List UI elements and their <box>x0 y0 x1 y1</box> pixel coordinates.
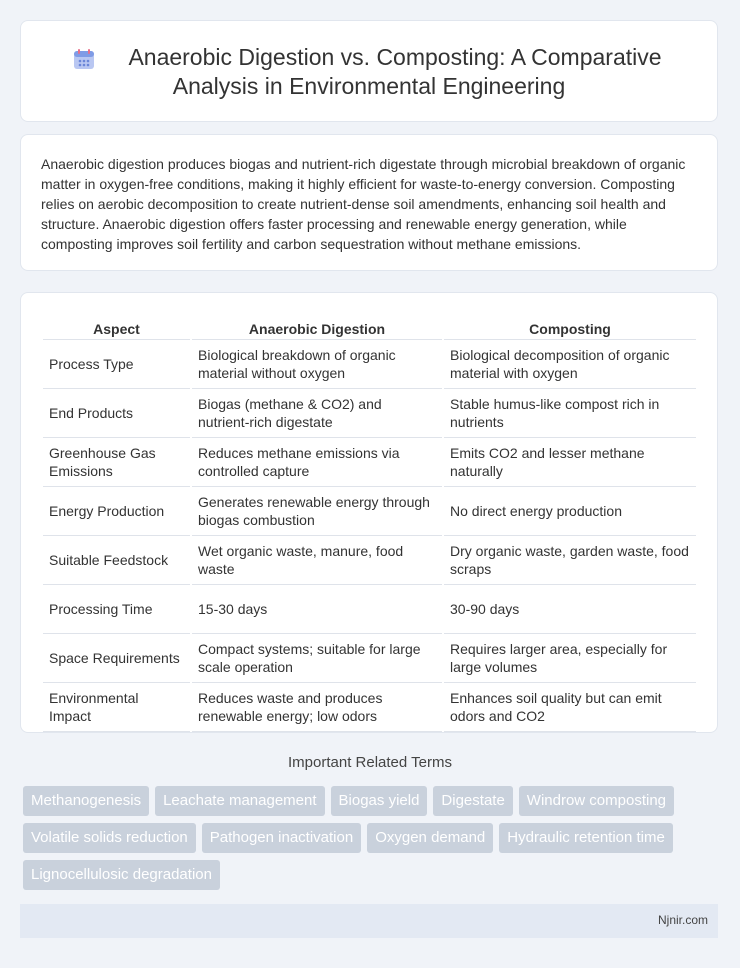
related-term-tag[interactable]: Methanogenesis <box>23 786 149 816</box>
cell-composting: Emits CO2 and lesser methane naturally <box>444 438 696 487</box>
cell-anaerobic-digestion: 15-30 days <box>192 585 442 634</box>
table-row <box>43 389 696 438</box>
related-term-tag[interactable]: Windrow composting <box>519 786 674 816</box>
cell-aspect: Space Requirements <box>43 634 190 683</box>
cell-anaerobic-digestion: Biogas (methane & CO2) and nutrient-rich digestate <box>192 389 442 438</box>
cell-composting: No direct energy production <box>444 487 696 536</box>
related-terms-list <box>23 786 723 890</box>
cell-aspect: Suitable Feedstock <box>43 536 190 585</box>
table-row <box>43 634 696 683</box>
title-card <box>20 20 718 122</box>
header-aspect: Aspect <box>43 311 190 340</box>
footer-site: Njnir.com <box>657 913 708 927</box>
table-header-row <box>43 311 696 340</box>
table-row <box>43 683 696 732</box>
related-term-tag[interactable]: Hydraulic retention time <box>499 823 673 853</box>
table-row <box>43 585 696 634</box>
cell-aspect: Environmental Impact <box>43 683 190 732</box>
related-term-tag[interactable]: Lignocellulosic degradation <box>23 860 220 890</box>
cell-aspect: Greenhouse Gas Emissions <box>43 438 190 487</box>
cell-composting: Biological decomposition of organic material with oxygen <box>444 340 696 389</box>
summary-card <box>20 134 718 271</box>
cell-aspect: End Products <box>43 389 190 438</box>
cell-anaerobic-digestion: Biological breakdown of organic material without oxygen <box>192 340 442 389</box>
header-anaerobic-digestion: Anaerobic Digestion <box>192 311 442 340</box>
page-title-line-2: Analysis in Environmental Engineering <box>172 73 566 99</box>
page-title <box>21 43 717 101</box>
cell-composting: Stable humus-like compost rich in nutrients <box>444 389 696 438</box>
related-term-tag[interactable]: Digestate <box>433 786 512 816</box>
comparison-table <box>41 311 698 732</box>
cell-aspect: Energy Production <box>43 487 190 536</box>
related-term-tag[interactable]: Oxygen demand <box>367 823 493 853</box>
table-row <box>43 487 696 536</box>
related-term-tag[interactable]: Biogas yield <box>331 786 428 816</box>
related-term-tag[interactable]: Pathogen inactivation <box>202 823 361 853</box>
header-composting: Composting <box>444 311 696 340</box>
cell-composting: Requires larger area, especially for large volumes <box>444 634 696 683</box>
footer <box>20 904 718 938</box>
cell-anaerobic-digestion: Wet organic waste, manure, food waste <box>192 536 442 585</box>
cell-aspect: Processing Time <box>43 585 190 634</box>
page-title-line-1: Anaerobic Digestion vs. Composting: A Comparative <box>128 44 662 70</box>
table-row <box>43 438 696 487</box>
table-row <box>43 536 696 585</box>
cell-composting: Enhances soil quality but can emit odors and CO2 <box>444 683 696 732</box>
related-term-tag[interactable]: Leachate management <box>155 786 324 816</box>
cell-anaerobic-digestion: Reduces methane emissions via controlled capture <box>192 438 442 487</box>
related-terms-title: Important Related Terms <box>288 754 452 771</box>
cell-composting: 30-90 days <box>444 585 696 634</box>
cell-composting: Dry organic waste, garden waste, food scraps <box>444 536 696 585</box>
related-term-tag[interactable]: Volatile solids reduction <box>23 823 196 853</box>
cell-aspect: Process Type <box>43 340 190 389</box>
cell-anaerobic-digestion: Compact systems; suitable for large scale operation <box>192 634 442 683</box>
summary-text: Anaerobic digestion produces biogas and nutrient-rich digestate through microbial breakdown of organic matter in oxygen-free conditions, making it highly efficient for waste-to-energy conversion. Composting relies on aerobic decomposition to create nutrient-dense soil amendments, enhancing soil health and structure. Anaerobic digestion offers faster processing and renewable energy generation, while composting improves soil fertility and carbon sequestration without methane emissions. <box>41 156 686 252</box>
comparison-table-card <box>20 292 718 733</box>
cell-anaerobic-digestion: Generates renewable energy through biogas combustion <box>192 487 442 536</box>
cell-anaerobic-digestion: Reduces waste and produces renewable energy; low odors <box>192 683 442 732</box>
table-row <box>43 340 696 389</box>
